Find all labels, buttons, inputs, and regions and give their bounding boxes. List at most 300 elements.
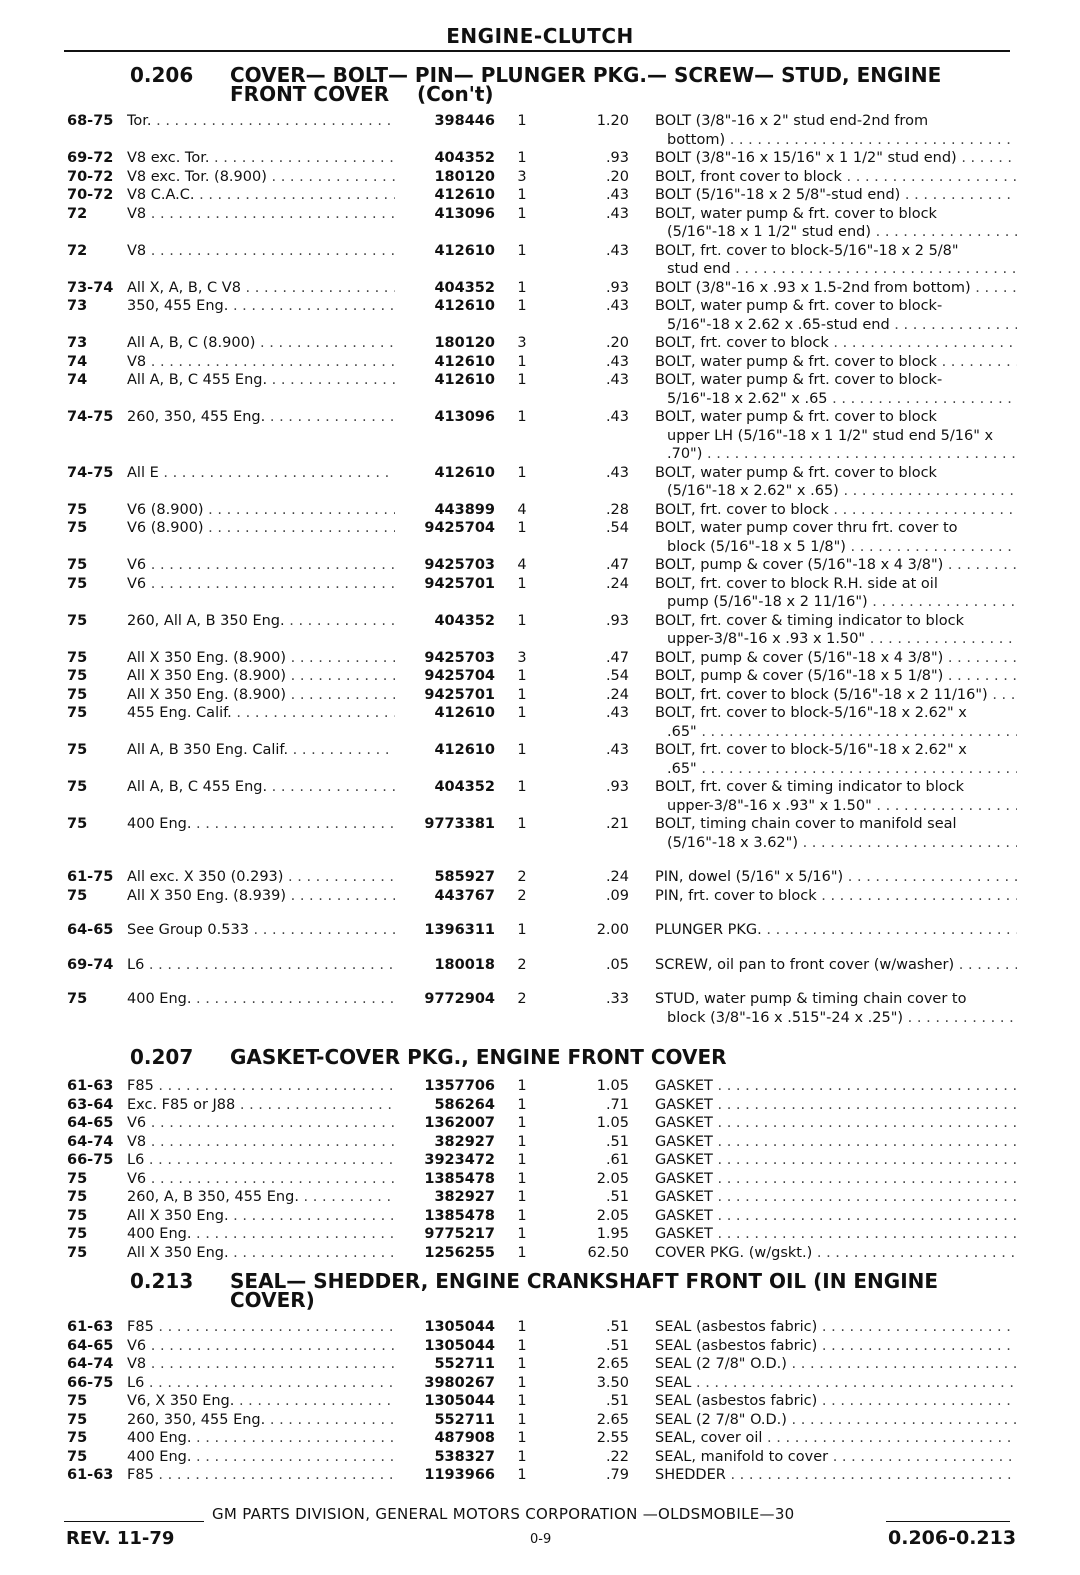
list-price: .54 [605,520,629,536]
description-line: BOLT, water pump cover thru frt. cover to [655,520,958,536]
model-years: 75 [67,1393,88,1409]
quantity: 1 [517,742,527,758]
description-line: STUD, water pump & timing chain cover to [655,991,967,1007]
quantity: 3 [517,335,527,351]
application: V8 C.A.C. . . . [127,186,395,205]
part-description [655,556,1017,575]
application: V8 . . . [127,242,395,261]
application: L6 . . . [127,1151,395,1170]
part-number: 412610 [434,705,495,721]
part-number: 1305044 [424,1393,495,1409]
part-description [655,279,1017,298]
description-line: SCREW, oil pan to front cover (w/washer) . . . [655,956,1017,975]
part-number: 1305044 [424,1319,495,1335]
list-price: .47 [605,557,629,573]
description-line: BOLT, frt. cover to block-5/16"-18 x 2 5/8" [655,242,959,259]
part-description [655,1392,1017,1411]
description-line: SEAL, cover oil . . . [655,1429,1017,1448]
quantity: 1 [517,1207,527,1224]
list-price: 2.05 [596,1170,629,1187]
quantity: 1 [517,409,527,425]
list-price: .93 [605,150,629,166]
part-number: 9425704 [424,520,495,536]
part-description [655,334,1017,353]
model-years: 75 [67,1411,88,1428]
part-description [655,1077,1017,1096]
section-heading [130,63,990,106]
part-number: 412610 [434,353,495,370]
part-description [655,667,1017,686]
list-price: .43 [605,298,629,314]
part-description [655,1448,1017,1467]
part-number: 9773381 [424,816,495,832]
list-price: .93 [605,612,629,629]
model-years: 72 [67,205,88,222]
description-line: BOLT, pump & cover (5/16"-18 x 4 3/8") . . . [655,556,1017,575]
part-description [655,501,1017,520]
application: All X 350 Eng. (8.939) . . . [127,887,395,906]
part-description [655,815,1017,852]
quantity: 1 [517,187,527,203]
model-years: 68-75 [67,113,114,129]
part-number: 3923472 [424,1152,495,1168]
list-price: .51 [605,1189,629,1205]
part-number: 404352 [434,279,495,296]
description-line: .65" . . . [655,760,1017,779]
description-line: BOLT, water pump & frt. cover to block- [655,372,943,388]
part-number: 9425701 [424,686,495,703]
part-number: 9775217 [424,1226,495,1242]
footer-corporation: GM PARTS DIVISION, GENERAL MOTORS CORPORATION —OLDSMOBILE—30 [212,1505,795,1523]
model-years: 64-65 [67,1115,114,1131]
model-years: 64-74 [67,1133,114,1150]
part-number: 9425703 [424,649,495,666]
list-price: 2.65 [596,1356,629,1372]
application: All X 350 Eng. (8.900) . . . [127,667,395,686]
quantity: 1 [517,1133,527,1150]
part-description [655,704,1017,741]
part-number: 412610 [434,242,495,259]
description-line: (5/16"-18 x 2.62" x .65) . . . [655,482,1017,501]
part-description [655,1207,1017,1226]
section-title: COVER— BOLT— PIN— PLUNGER PKG.— SCREW— STUD, ENGINE FRONT COVER (Con't) [230,63,942,106]
part-description [655,575,1017,612]
part-number: 404352 [434,150,495,166]
model-years: 75 [67,1226,88,1242]
part-number: 404352 [434,612,495,629]
quantity: 1 [517,1356,527,1372]
part-number: 412610 [434,372,495,388]
list-price: .51 [605,1133,629,1150]
quantity: 1 [517,922,527,938]
part-number: 412610 [434,464,495,481]
list-price: .24 [605,575,629,592]
quantity: 1 [517,205,527,222]
list-price: .43 [605,372,629,388]
part-number: 585927 [434,869,495,885]
application: V6 . . . [127,575,395,594]
section-title: GASKET-COVER PKG., ENGINE FRONT COVER [230,1045,727,1069]
quantity: 2 [517,887,527,904]
application: 260, All A, B 350 Eng. . . . [127,612,395,631]
model-years: 64-74 [67,1356,114,1372]
list-price: 2.55 [596,1430,629,1446]
quantity: 1 [517,1374,527,1391]
model-years: 61-75 [67,869,114,885]
quantity: 1 [517,1189,527,1205]
quantity: 1 [517,612,527,629]
description-line: GASKET . . . [655,1170,1017,1189]
application: 260, 350, 455 Eng. . . . [127,1411,395,1430]
application: 400 Eng. . . . [127,1225,395,1244]
application: V6 (8.900) . . . [127,519,395,538]
description-line: GASKET . . . [655,1114,1017,1133]
description-line: (5/16"-18 x 1 1/2" stud end) . . . [655,223,1017,242]
application: L6 . . . [127,956,395,975]
quantity: 1 [517,353,527,370]
description-line: PIN, dowel (5/16" x 5/16") . . . [655,868,1017,887]
part-number: 586264 [434,1096,495,1113]
description-line: BOLT, frt. cover to block R.H. side at oil [655,575,938,592]
description-line: 5/16"-18 x 2.62 x .65-stud end . . . [655,316,1017,335]
part-number: 443899 [434,501,495,518]
model-years: 74-75 [67,409,114,425]
part-description [655,353,1017,372]
application: F85 . . . [127,1466,395,1485]
description-line: BOLT (3/8"-16 x 2" stud end-2nd from [655,113,929,129]
quantity: 1 [517,1096,527,1113]
description-line: upper-3/8"-16 x .93 x 1.50" . . . [655,630,1017,649]
model-years: 75 [67,1244,88,1261]
description-line: SEAL, manifold to cover . . . [655,1448,1017,1467]
application: 260, 350, 455 Eng. . . . [127,408,395,427]
part-number: 1357706 [424,1078,495,1094]
application: V6 (8.900) . . . [127,501,395,520]
quantity: 1 [517,1170,527,1187]
part-description [655,1170,1017,1189]
part-description [655,921,1017,940]
page-number: 0-9 [530,1532,552,1547]
group-range: 0.206-0.213 [888,1527,1017,1549]
application: All A, B, C (8.900) . . . [127,334,395,353]
description-line: GASKET . . . [655,1133,1017,1152]
model-years: 75 [67,668,88,684]
part-number: 443767 [434,887,495,904]
description-line: BOLT (3/8"-16 x .93 x 1.5-2nd from bottom) . . . [655,279,1017,298]
model-years: 75 [67,991,88,1007]
list-price: 2.00 [596,922,629,938]
part-description [655,408,1017,464]
part-description [655,1151,1017,1170]
application: All X 350 Eng. (8.900) . . . [127,649,395,668]
description-line: GASKET . . . [655,1188,1017,1207]
quantity: 1 [517,464,527,481]
description-line: BOLT, water pump & frt. cover to block [655,205,937,222]
list-price: .93 [605,779,629,795]
model-years: 75 [67,557,88,573]
application: V8 exc. Tor. (8.900) . . . [127,168,395,187]
part-number: 1396311 [424,922,495,938]
part-description [655,297,1017,334]
quantity: 1 [517,1430,527,1446]
quantity: 1 [517,668,527,684]
description-line: BOLT, water pump & frt. cover to block [655,464,937,481]
description-line: .65" . . . [655,723,1017,742]
application: F85 . . . [127,1318,395,1337]
quantity: 2 [517,956,527,973]
application: V6, X 350 Eng. . . . [127,1392,395,1411]
list-price: .05 [605,956,629,973]
application: V8 . . . [127,1133,395,1152]
description-line: BOLT, frt. cover to block . . . [655,501,1017,520]
application: All A, B, C 455 Eng. . . . [127,371,395,390]
part-number: 552711 [434,1411,495,1428]
list-price: 3.50 [596,1374,629,1391]
quantity: 1 [517,779,527,795]
model-years: 73 [67,335,88,351]
part-number: 1256255 [424,1244,495,1261]
part-description [655,1411,1017,1430]
part-number: 487908 [434,1430,495,1446]
description-line: GASKET . . . [655,1151,1017,1170]
part-description [655,778,1017,815]
application: V6 . . . [127,556,395,575]
quantity: 1 [517,1152,527,1168]
quantity: 3 [517,168,527,185]
part-number: 180120 [434,335,495,351]
section-number: 0.213 [130,1269,194,1293]
quantity: 1 [517,1244,527,1261]
part-number: 412610 [434,742,495,758]
description-line: BOLT, pump & cover (5/16"-18 x 4 3/8") . . . [655,649,1017,668]
section-number: 0.206 [130,63,194,87]
application: V6 . . . [127,1337,395,1356]
description-line: stud end . . . [655,260,1017,279]
description-line: (5/16"-18 x 3.62") . . . [655,834,1017,853]
part-number: 9425701 [424,575,495,592]
quantity: 1 [517,705,527,721]
model-years: 75 [67,887,88,904]
application: Tor. . . . [127,112,395,131]
application: 400 Eng. . . . [127,815,395,834]
part-description [655,956,1017,975]
description-line: PLUNGER PKG. . . . [655,921,1017,940]
description-line: BOLT, timing chain cover to manifold seal [655,816,957,832]
list-price: .43 [605,464,629,481]
application: V8 . . . [127,1355,395,1374]
part-description [655,205,1017,242]
model-years: 75 [67,649,88,666]
list-price: .71 [605,1096,629,1113]
list-price: .20 [605,168,629,185]
part-description [655,1466,1017,1485]
application: 400 Eng. . . . [127,1448,395,1467]
application: 260, A, B 350, 455 Eng. . . . [127,1188,395,1207]
list-price: 1.20 [596,113,629,129]
quantity: 1 [517,1226,527,1242]
model-years: 70-72 [67,187,114,203]
application: Exc. F85 or J88 . . . [127,1096,395,1115]
list-price: .09 [605,887,629,904]
part-number: 413096 [434,205,495,222]
part-number: 382927 [434,1133,495,1150]
application: V8 . . . [127,205,395,224]
section-title: SEAL— SHEDDER, ENGINE CRANKSHAFT FRONT OIL (IN ENGINE COVER) [230,1269,939,1312]
list-price: 1.05 [596,1078,629,1094]
application: 400 Eng. . . . [127,990,395,1009]
description-line: SEAL (2 7/8" O.D.) . . . [655,1355,1017,1374]
header-rule [64,50,1010,52]
list-price: .43 [605,742,629,758]
part-description [655,149,1017,168]
model-years: 66-75 [67,1374,114,1391]
application: 350, 455 Eng. . . . [127,297,395,316]
quantity: 1 [517,279,527,296]
application: V6 . . . [127,1114,395,1133]
quantity: 1 [517,1467,527,1483]
application: V8 exc. Tor. . . . [127,149,395,168]
list-price: .24 [605,686,629,703]
part-description [655,868,1017,887]
part-number: 1362007 [424,1115,495,1131]
description-line: BOLT, frt. cover to block-5/16"-18 x 2.62" x [655,705,967,721]
part-description [655,1225,1017,1244]
part-number: 9772904 [424,991,495,1007]
quantity: 3 [517,649,527,666]
description-line: SEAL (2 7/8" O.D.) . . . [655,1411,1017,1430]
part-description [655,612,1017,649]
list-price: .20 [605,335,629,351]
section-number: 0.207 [130,1045,194,1069]
quantity: 4 [517,501,527,518]
description-line: upper LH (5/16"-18 x 1 1/2" stud end 5/16" x [667,427,994,444]
part-description [655,242,1017,279]
model-years: 75 [67,520,88,536]
quantity: 1 [517,150,527,166]
description-line: BOLT, frt. cover & timing indicator to block [655,612,965,629]
list-price: .43 [605,705,629,721]
description-line: PIN, frt. cover to block . . . [655,887,1017,906]
list-price: .54 [605,668,629,684]
application: V6 . . . [127,1170,395,1189]
model-years: 75 [67,1207,88,1224]
model-years: 75 [67,1430,88,1446]
list-price: .24 [605,869,629,885]
part-description [655,1355,1017,1374]
part-number: 404352 [434,779,495,795]
quantity: 2 [517,991,527,1007]
part-number: 1193966 [424,1467,495,1483]
part-number: 538327 [434,1448,495,1465]
description-line: BOLT (3/8"-16 x 15/16" x 1 1/2" stud end) . . . [655,149,1017,168]
model-years: 64-65 [67,922,114,938]
part-description [655,1114,1017,1133]
description-line: bottom) . . . [655,131,1017,150]
part-description [655,649,1017,668]
part-number: 1305044 [424,1337,495,1354]
part-description [655,1429,1017,1448]
description-line: pump (5/16"-18 x 2 11/16") . . . [655,593,1017,612]
part-description [655,1244,1017,1263]
model-years: 74 [67,353,88,370]
model-years: 75 [67,501,88,518]
quantity: 1 [517,1078,527,1094]
part-description [655,887,1017,906]
description-line: SEAL (asbestos fabric) . . . [655,1337,1017,1356]
quantity: 1 [517,372,527,388]
model-years: 61-63 [67,1078,114,1094]
application: F85 . . . [127,1077,395,1096]
quantity: 1 [517,575,527,592]
list-price: .51 [605,1319,629,1335]
description-line: BOLT, frt. cover to block (5/16"-18 x 2 11/16") . . . [655,686,1017,705]
description-line: 5/16"-18 x 2.62" x .65 . . . [655,390,1017,409]
application: All exc. X 350 (0.293) . . . [127,868,395,887]
quantity: 1 [517,298,527,314]
description-line: GASKET . . . [655,1096,1017,1115]
description-line: upper-3/8"-16 x .93" x 1.50" . . . [655,797,1017,816]
application: All X 350 Eng. (8.900) . . . [127,686,395,705]
part-number: 382927 [434,1189,495,1205]
list-price: .43 [605,187,629,203]
model-years: 75 [67,1170,88,1187]
page-title: ENGINE-CLUTCH [446,24,634,48]
list-price: .21 [605,816,629,832]
quantity: 1 [517,1393,527,1409]
part-number: 3980267 [424,1374,495,1391]
list-price: .43 [605,242,629,259]
application: V8 . . . [127,353,395,372]
part-number: 180018 [434,956,495,973]
part-number: 9425704 [424,668,495,684]
list-price: 62.50 [587,1244,629,1261]
part-description [655,1133,1017,1152]
description-line: BOLT, pump & cover (5/16"-18 x 5 1/8") . . . [655,667,1017,686]
application: See Group 0.533 . . . [127,921,395,940]
model-years: 69-74 [67,956,114,973]
model-years: 63-64 [67,1096,114,1113]
part-description [655,1374,1017,1393]
application: All E . . . [127,464,395,483]
application: All A, B 350 Eng. Calif. . . . [127,741,395,760]
model-years: 75 [67,612,88,629]
part-description [655,990,1017,1027]
list-price: .33 [605,991,629,1007]
list-price: .51 [605,1337,629,1354]
part-description [655,168,1017,187]
model-years: 70-72 [67,168,114,185]
quantity: 2 [517,869,527,885]
list-price: .47 [605,649,629,666]
quantity: 1 [517,113,527,129]
application: 400 Eng. . . . [127,1429,395,1448]
model-years: 73 [67,298,88,314]
description-line: SHEDDER . . . [655,1466,1017,1485]
quantity: 1 [517,816,527,832]
list-price: .22 [605,1448,629,1465]
description-line: BOLT, frt. cover to block . . . [655,334,1017,353]
list-price: .61 [605,1152,629,1168]
part-description [655,519,1017,556]
part-number: 412610 [434,187,495,203]
description-line: COVER PKG. (w/gskt.) . . . [655,1244,1017,1263]
application: All A, B, C 455 Eng. . . . [127,778,395,797]
description-line: block (5/16"-18 x 5 1/8") . . . [655,538,1017,557]
quantity: 1 [517,686,527,703]
list-price: .43 [605,353,629,370]
quantity: 1 [517,1448,527,1465]
list-price: 1.95 [596,1226,629,1242]
